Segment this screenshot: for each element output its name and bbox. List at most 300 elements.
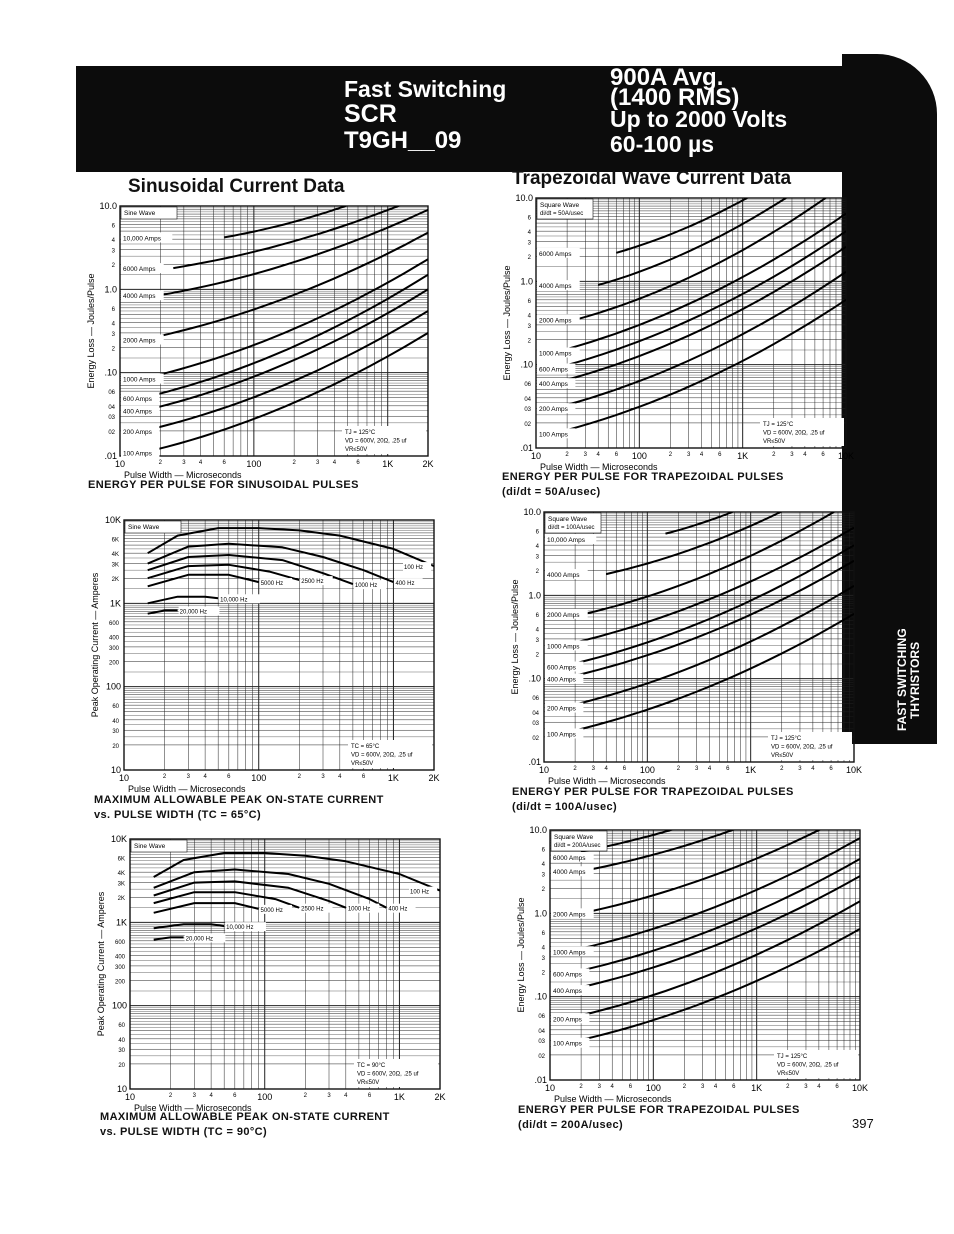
y-tick-label: 2	[535, 569, 539, 576]
x-tick-label: 2	[565, 452, 569, 458]
series-label: 4000 Amps	[123, 293, 156, 301]
caption-c2-line-2: vs. PULSE WIDTH (TC = 65°C)	[94, 809, 262, 821]
caption-c1-line-1: ENERGY PER PULSE FOR SINUSOIDAL PULSES	[88, 479, 359, 491]
caption-c3	[100, 1110, 390, 1140]
series-label: 10,000 Amps	[547, 537, 585, 544]
y-tick-label: 02	[532, 735, 539, 742]
x-tick-label: 3	[192, 1093, 196, 1099]
x-tick-label: 100	[251, 773, 267, 783]
series-label: 400 Amps	[539, 381, 568, 389]
series-label: 5000 Hz	[260, 581, 284, 588]
x-tick-label: 4	[604, 766, 608, 772]
condition-text: TJ = 125°C	[777, 1054, 808, 1060]
series-line	[148, 565, 300, 580]
x-tick-label: 4	[198, 460, 203, 466]
y-tick-label: 3	[111, 331, 115, 338]
condition-text: VR≤50V	[777, 1071, 800, 1077]
x-axis-label: Pulse Width — Microseconds	[124, 470, 242, 480]
x-tick-label: 6	[821, 452, 825, 458]
y-tick-label: 4	[535, 627, 539, 634]
x-tick-label: 2	[676, 766, 681, 772]
x-tick-label: 6	[356, 460, 360, 466]
y-tick-label: 03	[108, 415, 115, 422]
y-tick-label: 6	[541, 930, 545, 937]
caption-c4	[502, 470, 784, 500]
condition-text: VD = 600V, 20Ω, .25 uf	[357, 1071, 419, 1078]
y-tick-label: 600	[108, 620, 119, 627]
series-label: 200 Amps	[123, 428, 152, 436]
y-tick-label: 10	[116, 1084, 127, 1094]
y-tick-label: 10K	[110, 834, 127, 844]
series-label: 100 Amps	[547, 731, 576, 739]
section-title-sinusoidal: Sinusoidal Current Data	[128, 176, 345, 197]
y-tick-label: 2	[527, 338, 531, 345]
series-label: 400 Hz	[395, 581, 415, 588]
x-tick-label: 6	[222, 460, 226, 466]
legend-title: Sine Wave	[124, 210, 156, 217]
x-tick-label: 6	[726, 766, 730, 772]
right-title-4: 60-100 µs	[610, 131, 715, 157]
gridlines	[124, 520, 434, 770]
x-tick-label: 10	[124, 1092, 136, 1102]
y-tick-label: 3K	[117, 881, 125, 888]
gridlines	[130, 839, 440, 1089]
condition-text: VR≤50V	[357, 1080, 380, 1086]
caption-c5	[512, 785, 794, 815]
series-line	[144, 259, 428, 378]
side-tab-line-1: FAST SWITCHING	[895, 628, 909, 732]
y-tick-label: 4	[111, 321, 115, 328]
series-line	[154, 903, 259, 913]
series-label: 400 Hz	[388, 906, 408, 913]
chart-sinusoidal-energy	[84, 200, 444, 490]
y-tick-label: 300	[114, 964, 125, 971]
x-tick-label: 6	[227, 774, 231, 780]
page-number: 397	[852, 1116, 874, 1131]
x-tick-label: 10	[118, 773, 130, 783]
x-tick-label: 6	[718, 452, 722, 458]
x-tick-label: 4	[811, 766, 815, 772]
condition-text: TJ = 125°C	[763, 422, 794, 428]
y-tick-label: 10.0	[529, 825, 547, 835]
y-tick-label: 06	[524, 382, 531, 389]
x-tick-label: 2	[168, 1093, 173, 1099]
y-tick-label: 3K	[111, 562, 119, 569]
series-label: 400 Amps	[547, 676, 576, 684]
legend-title: Sine Wave	[134, 843, 166, 850]
y-tick-label: 1K	[109, 598, 121, 609]
y-tick-label: 06	[108, 390, 115, 397]
series-label: 20,000 Hz	[185, 936, 213, 943]
gridlines	[120, 206, 428, 456]
y-tick-label: 3	[527, 323, 531, 330]
right-title-2: (1400 RMS)	[610, 84, 740, 111]
y-tick-label: 10.0	[523, 507, 541, 517]
series-label: 600 Amps	[553, 971, 582, 979]
header-banner	[76, 66, 842, 172]
x-tick-label: 2	[162, 774, 167, 780]
y-tick-label: 2	[111, 346, 115, 353]
x-tick-label: 10K	[851, 1083, 869, 1093]
condition-text: VR≤50V	[763, 439, 786, 445]
series-label: 20,000 Hz	[179, 609, 207, 616]
gridlines	[536, 198, 846, 448]
x-tick-label: 100	[246, 459, 262, 469]
y-tick-label: 06	[538, 1014, 545, 1021]
caption-c4-line-2: (di/dt = 50A/usec)	[502, 486, 601, 498]
x-axis-label: Pulse Width — Microseconds	[128, 784, 246, 794]
y-tick-label: 03	[538, 1039, 545, 1046]
x-axis-label: Pulse Width — Microseconds	[548, 776, 666, 786]
y-tick-label: .01	[104, 451, 117, 461]
series-line	[154, 870, 387, 908]
y-tick-label: 3	[541, 872, 545, 879]
series-label: 2500 Hz	[301, 579, 324, 586]
y-tick-label: 300	[108, 645, 119, 652]
y-tick-label: 40	[112, 718, 119, 725]
y-tick-label: .01	[528, 757, 541, 767]
series-label: 10,000 Hz	[226, 925, 254, 932]
y-tick-label: 20	[118, 1062, 125, 1069]
x-tick-label: 3	[597, 1084, 601, 1090]
series-line	[148, 597, 219, 604]
y-tick-label: 10.0	[99, 201, 117, 211]
condition-text: TC = 65°C	[351, 744, 380, 750]
x-tick-label: 100	[639, 765, 655, 775]
y-tick-label: 1.0	[520, 276, 533, 287]
y-tick-label: 6K	[111, 537, 119, 544]
caption-c5-line-1: ENERGY PER PULSE FOR TRAPEZOIDAL PULSES	[512, 786, 794, 798]
y-tick-label: 2	[541, 887, 545, 894]
x-tick-label: 1K	[393, 1092, 405, 1102]
y-tick-label: 60	[118, 1023, 125, 1030]
x-tick-label: 4	[338, 774, 342, 780]
x-tick-label: 3	[327, 1093, 331, 1099]
y-tick-label: 200	[114, 979, 125, 986]
series-label: 4000 Amps	[547, 572, 580, 580]
x-tick-label: 3	[316, 460, 320, 466]
x-tick-label: 2	[682, 1084, 687, 1090]
x-tick-label: 4	[332, 460, 337, 466]
y-tick-label: 10.0	[515, 193, 533, 203]
condition-text: VR≤50V	[345, 447, 368, 453]
x-tick-label: 4	[610, 1084, 614, 1090]
y-tick-label: 10	[110, 765, 121, 775]
series-line	[148, 611, 178, 614]
x-tick-label: 3	[186, 774, 190, 780]
x-tick-label: 4	[209, 1093, 213, 1099]
series-line	[144, 233, 428, 340]
y-tick-label: 6	[535, 529, 539, 536]
series-label: 1000 Amps	[553, 949, 586, 957]
x-tick-label: 6	[614, 452, 619, 458]
y-tick-label: 03	[524, 407, 531, 414]
legend-subtitle: di/dt = 200A/usec	[554, 843, 601, 849]
series-label: 200 Amps	[539, 406, 568, 414]
x-tick-label: 2	[292, 460, 296, 466]
x-tick-label: 2K	[434, 1092, 446, 1102]
x-tick-label: 2	[579, 1084, 583, 1090]
series-line	[154, 937, 184, 939]
x-tick-label: 2	[668, 452, 673, 458]
chart-trap-energy-50	[496, 194, 866, 479]
series-label: 200 Amps	[553, 1016, 582, 1024]
x-tick-label: 4	[817, 1084, 821, 1090]
x-tick-label: 4	[203, 774, 207, 780]
x-axis-label: Pulse Width — Microseconds	[540, 462, 658, 472]
y-tick-label: 400	[108, 635, 119, 642]
series-label: 1000 Amps	[539, 350, 572, 358]
x-tick-label: 3	[798, 766, 802, 772]
x-tick-label: 6	[732, 1084, 736, 1090]
series-label: 6000 Amps	[553, 855, 586, 862]
y-tick-label: 6	[527, 298, 531, 305]
y-tick-label: .10	[534, 991, 547, 1002]
chart-peak-current-90c	[84, 833, 454, 1118]
x-tick-label: 6	[628, 1084, 633, 1090]
caption-c6	[518, 1103, 800, 1133]
x-tick-label: 100	[257, 1092, 273, 1102]
y-tick-label: 2	[535, 652, 539, 659]
y-tick-label: 3	[535, 637, 539, 644]
y-tick-label: 400	[114, 954, 125, 961]
x-tick-label: 10K	[837, 451, 855, 461]
plot-frame	[536, 198, 846, 448]
y-tick-label: 04	[532, 710, 539, 717]
y-tick-label: 10K	[104, 515, 121, 525]
x-tick-label: 2K	[428, 773, 440, 783]
series-label: 6000 Amps	[123, 266, 156, 274]
x-tick-label: 100	[631, 451, 647, 461]
condition-text: VD = 600V, 20Ω, .25 uf	[777, 1062, 839, 1069]
y-tick-label: 6	[541, 847, 545, 854]
x-axis-label: Pulse Width — Microseconds	[134, 1103, 252, 1113]
condition-text: VD = 600V, 20Ω, .25 uf	[763, 430, 825, 437]
y-tick-label: 30	[118, 1048, 125, 1055]
series-label: 6000 Amps	[539, 250, 572, 258]
condition-text: VD = 600V, 20Ω, .25 uf	[345, 438, 407, 445]
y-tick-label: 100	[105, 681, 121, 692]
x-tick-label: 2	[158, 460, 162, 466]
x-tick-label: 4	[344, 1093, 348, 1099]
y-tick-label: 6K	[117, 856, 125, 863]
x-tick-label: 100	[645, 1083, 661, 1093]
y-tick-label: .01	[520, 443, 533, 453]
left-title-2: SCR	[344, 100, 397, 128]
x-axis-label: Pulse Width — Microseconds	[554, 1094, 672, 1104]
y-axis-label: Energy Loss — Joules/Pulse	[502, 265, 512, 381]
caption-c2-line-1: MAXIMUM ALLOWABLE PEAK ON-STATE CURRENT	[94, 794, 384, 806]
x-tick-label: 2	[303, 1093, 307, 1099]
series-label: 2000 Amps	[547, 611, 580, 619]
x-tick-label: 10	[544, 1083, 556, 1093]
condition-text: VR≤50V	[771, 753, 794, 759]
y-tick-label: 1.0	[104, 284, 117, 295]
series-label: 100 Amps	[553, 1040, 582, 1048]
caption-c3-line-2: vs. PULSE WIDTH (TC = 90°C)	[100, 1126, 268, 1138]
condition-text: VD = 600V, 20Ω, .25 uf	[771, 744, 833, 751]
y-tick-label: 1.0	[534, 908, 547, 919]
y-tick-label: .10	[528, 673, 541, 684]
legend-subtitle: di/dt = 50A/usec	[540, 211, 584, 217]
series-label: 200 Amps	[547, 705, 576, 713]
y-tick-label: .10	[520, 359, 533, 370]
x-tick-label: 4	[596, 452, 600, 458]
series-label: 600 Amps	[539, 366, 568, 374]
x-tick-label: 2	[772, 452, 776, 458]
condition-text: VD = 600V, 20Ω, .25 uf	[351, 752, 413, 759]
y-tick-label: 2K	[111, 577, 119, 584]
series-label: 10,000 Amps	[123, 235, 161, 243]
series-label: 100 Hz	[404, 565, 424, 572]
y-tick-label: 200	[108, 660, 119, 667]
y-tick-label: 4	[541, 862, 545, 869]
x-tick-label: 10	[530, 451, 542, 461]
y-tick-label: 100	[111, 1000, 127, 1011]
caption-c5-line-2: (di/dt = 100A/usec)	[512, 801, 618, 813]
y-tick-label: 4	[535, 544, 539, 551]
y-tick-label: 02	[538, 1053, 545, 1060]
series-group	[148, 528, 434, 614]
y-tick-label: 03	[532, 721, 539, 728]
series-group	[154, 853, 440, 943]
series-label: 100 Amps	[539, 431, 568, 439]
x-tick-label: 3	[686, 452, 691, 458]
x-tick-label: 6	[829, 766, 833, 772]
x-tick-label: 3	[790, 452, 794, 458]
series-label: 100 Hz	[410, 889, 430, 896]
y-axis-label: Energy Loss — Joules/Pulse	[510, 579, 520, 695]
series-label: 2000 Amps	[553, 911, 586, 919]
x-tick-label: 2	[573, 766, 577, 772]
y-tick-label: 4K	[111, 552, 119, 559]
series-label: 100 Amps	[123, 450, 152, 458]
y-tick-label: 4	[111, 238, 115, 245]
y-tick-label: 6	[535, 612, 539, 619]
y-tick-label: 6	[527, 215, 531, 222]
legend-title: Sine Wave	[128, 524, 160, 531]
x-tick-label: 3	[591, 766, 595, 772]
y-tick-label: 30	[112, 729, 119, 736]
right-title-3: Up to 2000 Volts	[610, 106, 788, 132]
chart-trap-energy-200	[512, 826, 882, 1111]
y-axis-label: Energy Loss — Joules/Pulse	[86, 273, 96, 389]
x-tick-label: 2	[780, 766, 784, 772]
x-tick-label: 4	[803, 452, 807, 458]
y-tick-label: 2	[541, 970, 545, 977]
left-title-1: Fast Switching	[344, 76, 507, 102]
x-tick-label: 1K	[737, 451, 749, 461]
caption-c2	[94, 793, 384, 823]
caption-c1	[88, 478, 359, 493]
y-tick-label: 04	[538, 1028, 545, 1035]
y-tick-label: 40	[118, 1037, 125, 1044]
series-label: 1000 Hz	[354, 583, 378, 590]
x-tick-label: 10	[114, 459, 126, 469]
caption-c4-line-1: ENERGY PER PULSE FOR TRAPEZOIDAL PULSES	[502, 471, 784, 483]
x-tick-label: 6	[361, 774, 366, 780]
side-tab-line-2: THYRISTORS	[908, 641, 922, 719]
caption-c6-line-2: (di/dt = 200A/usec)	[518, 1119, 624, 1131]
y-tick-label: .01	[534, 1075, 547, 1085]
series-label: 1000 Amps	[547, 643, 580, 651]
y-tick-label: 20	[112, 743, 119, 750]
x-tick-label: 10K	[845, 765, 863, 775]
y-tick-label: 04	[108, 404, 115, 411]
left-title-3: T9GH__09	[344, 127, 462, 154]
x-tick-label: 1K	[745, 765, 757, 775]
y-axis-label: Energy Loss — Joules/Pulse	[516, 897, 526, 1013]
legend-title: Square Wave	[548, 516, 588, 523]
y-axis-label: Peak Operating Current — Amperes	[90, 572, 100, 718]
x-tick-label: 3	[804, 1084, 808, 1090]
condition-text: TJ = 125°C	[345, 430, 376, 436]
side-tab-label	[896, 620, 936, 740]
y-tick-label: 60	[112, 704, 119, 711]
y-tick-label: 04	[524, 396, 531, 403]
y-tick-label: 02	[108, 429, 115, 436]
y-tick-label: 3	[111, 248, 115, 255]
series-label: 2500 Hz	[301, 906, 324, 913]
series-label: 4000 Amps	[539, 283, 572, 291]
y-tick-label: 4	[541, 945, 545, 952]
x-tick-label: 6	[835, 1084, 839, 1090]
series-label: 2000 Amps	[123, 337, 156, 345]
x-tick-label: 6	[367, 1093, 372, 1099]
chart-trap-energy-100	[506, 508, 876, 793]
x-tick-label: 6	[622, 766, 627, 772]
x-tick-label: 4	[699, 452, 704, 458]
y-tick-label: 2	[111, 263, 115, 270]
y-tick-label: 3	[527, 240, 531, 247]
caption-c3-line-1: MAXIMUM ALLOWABLE PEAK ON-STATE CURRENT	[100, 1111, 390, 1123]
x-tick-label: 2	[297, 774, 301, 780]
y-tick-label: 1.0	[528, 590, 541, 601]
y-tick-label: 2	[527, 255, 531, 262]
x-tick-label: 10	[538, 765, 550, 775]
section-title-trapezoidal: Trapezoidal Wave Current Data	[512, 168, 792, 189]
y-tick-label: 4K	[117, 871, 125, 878]
series-label: 5000 Hz	[260, 907, 283, 914]
y-tick-label: 2K	[117, 896, 125, 903]
x-tick-label: 6	[233, 1093, 237, 1099]
condition-text: TJ = 125°C	[771, 736, 802, 742]
series-label: 2000 Amps	[539, 317, 572, 325]
legend-subtitle: di/dt = 100A/usec	[548, 525, 595, 531]
y-tick-label: 3	[535, 554, 539, 561]
legend-title: Square Wave	[540, 202, 580, 209]
x-tick-label: 3	[700, 1084, 705, 1090]
y-tick-label: 02	[524, 421, 531, 428]
y-tick-label: 06	[532, 696, 539, 703]
legend-title: Square Wave	[554, 834, 594, 841]
x-tick-label: 2	[786, 1084, 790, 1090]
x-tick-label: 3	[182, 460, 186, 466]
x-tick-label: 1K	[387, 773, 399, 783]
chart-peak-current-65c	[84, 514, 444, 799]
series-label: 1000 Amps	[123, 376, 156, 384]
x-tick-label: 1K	[751, 1083, 763, 1093]
series-label: 4000 Amps	[553, 869, 586, 877]
y-tick-label: 4	[527, 230, 531, 237]
y-tick-label: 6	[111, 306, 115, 313]
y-tick-label: 1K	[115, 917, 127, 928]
x-tick-label: 1K	[382, 459, 394, 469]
condition-text: VR≤50V	[351, 761, 374, 767]
series-label: 1000 Hz	[347, 906, 371, 913]
x-tick-label: 4	[713, 1084, 718, 1090]
x-tick-label: 3	[694, 766, 699, 772]
